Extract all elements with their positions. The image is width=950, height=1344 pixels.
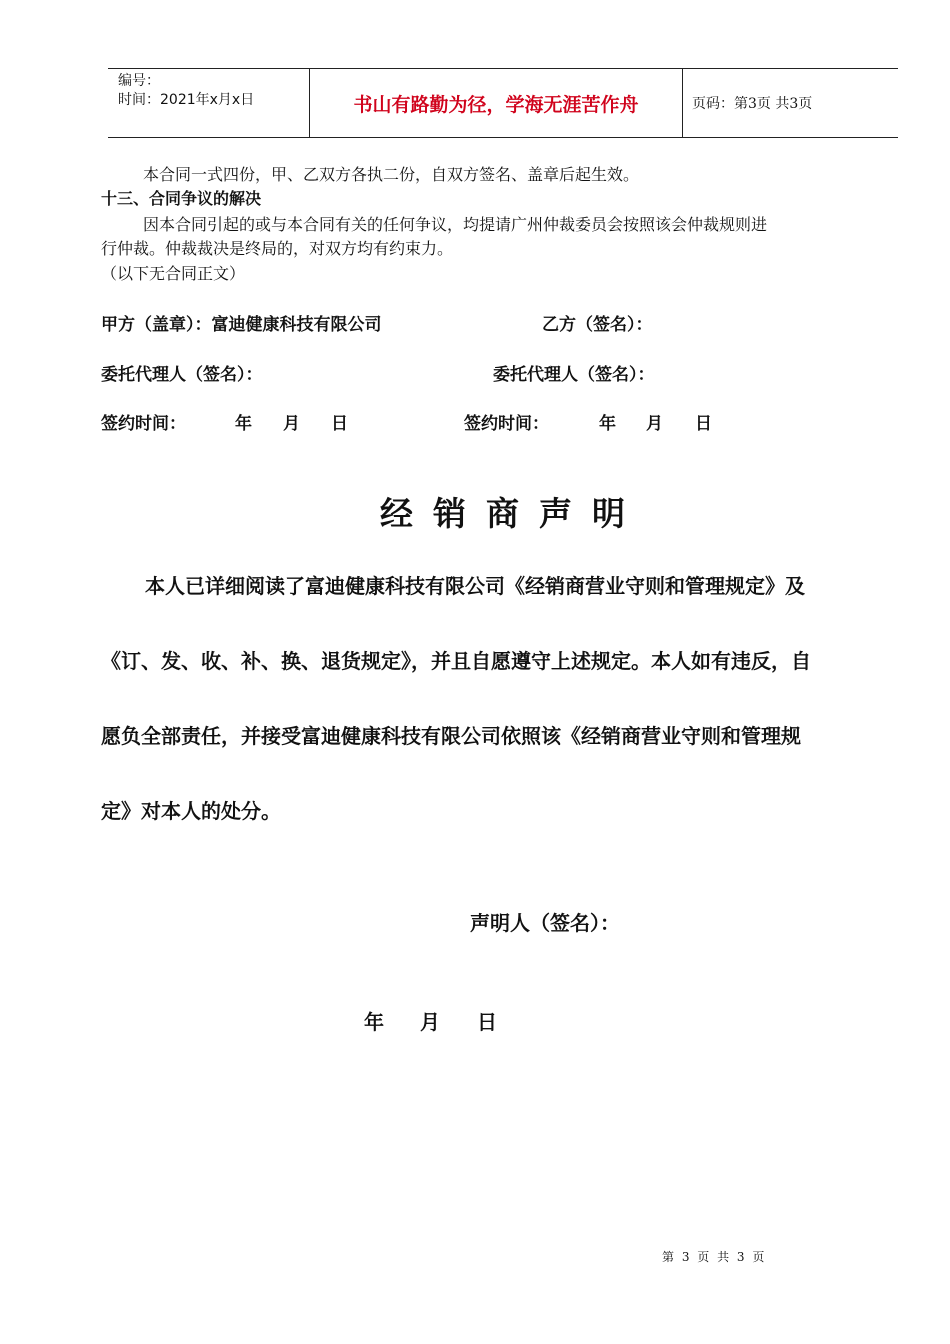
section-13-title: 十三、合同争议的解决 — [101, 189, 262, 208]
document-header — [108, 68, 898, 138]
declaration-title: 经销商声明 — [380, 494, 645, 533]
header-meta — [118, 72, 254, 110]
declarant-signature: 声明人（签名）： — [470, 911, 620, 935]
sign-date-label-a: 签约时间： — [101, 414, 186, 434]
header-page-label: 页码：第3页 共3页 — [692, 96, 813, 112]
declaration-line-3: 愿负全部责任，并接受富迪健康科技有限公司依照该《经销商营业守则和管理规 — [101, 724, 801, 748]
sign-month-b: 月 — [646, 414, 663, 434]
sign-day-b: 日 — [695, 414, 712, 434]
declaration-year: 年 — [364, 1010, 384, 1034]
sign-year-a: 年 — [235, 414, 252, 434]
agent-b-signature: 委托代理人（签名）： — [493, 365, 655, 385]
sign-date-label-b: 签约时间： — [464, 414, 549, 434]
agent-a-signature: 委托代理人（签名）： — [101, 365, 263, 385]
header-motto: 书山有路勤为径，学海无涯苦作舟 — [353, 93, 639, 116]
party-b-signature: 乙方（签名）： — [542, 315, 653, 335]
party-a-seal: 甲方（盖章）：富迪健康科技有限公司 — [101, 315, 382, 335]
sign-day-a: 日 — [331, 414, 348, 434]
copies-paragraph: 本合同一式四份，甲、乙双方各执二份，自双方签名、盖章后起生效。 — [143, 165, 640, 184]
number-label: 编号： — [118, 73, 160, 89]
time-label: 时间：2021年x月x日 — [118, 92, 255, 108]
declaration-day: 日 — [477, 1010, 497, 1034]
declaration-line-2: 《订、发、收、补、换、退货规定》，并且自愿遵守上述规定。本人如有违反，自 — [101, 649, 811, 673]
end-of-contract-note: （以下无合同正文） — [101, 264, 246, 283]
header-divider — [682, 69, 683, 137]
page-footer: 第 3 页 共 3 页 — [662, 1250, 767, 1264]
section-13-line-1: 因本合同引起的或与本合同有关的任何争议，均提请广州仲裁委员会按照该会仲裁规则进 — [143, 215, 768, 234]
declaration-line-4: 定》对本人的处分。 — [101, 799, 281, 823]
section-13-line-2: 行仲裁。仲裁裁决是终局的，对双方均有约束力。 — [101, 239, 454, 258]
sign-year-b: 年 — [599, 414, 616, 434]
declaration-month: 月 — [420, 1010, 440, 1034]
sign-month-a: 月 — [283, 414, 300, 434]
declaration-line-1: 本人已详细阅读了富迪健康科技有限公司《经销商营业守则和管理规定》及 — [145, 574, 805, 598]
